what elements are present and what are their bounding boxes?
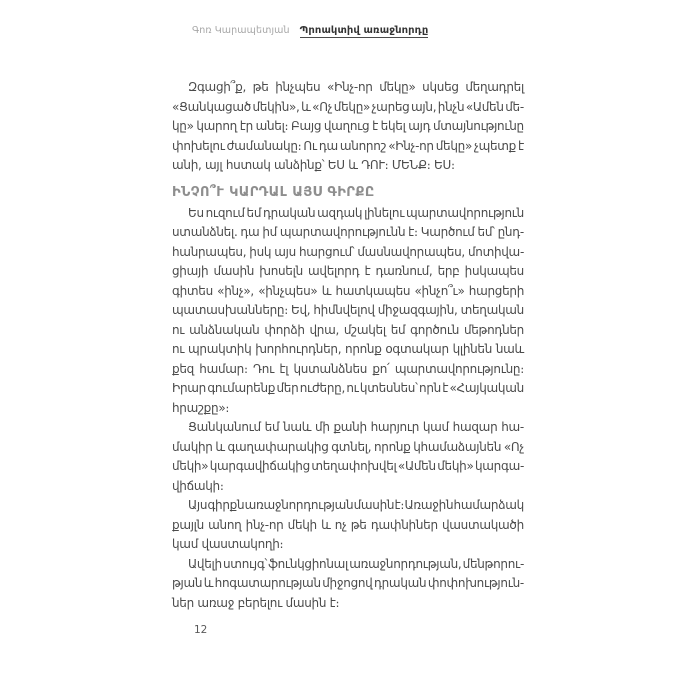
paragraph-line: Իրար գումարենք մեր ուժերը, ու կտեսնես՝ որն է «Հայկական	[172, 381, 524, 395]
paragraph-line: Զգացի՞ք, թե ինչպես «Ինչ-որ մեկը» սկսեց մեղադրել	[188, 80, 524, 94]
running-header	[192, 25, 428, 38]
paragraph-line: մակիր և գաղափարակից գտնել, որոնք կհամաձայնեն «Ոչ	[172, 439, 524, 454]
paragraph-line: կը» կարող էր անել։ Բայց վաղուց է եկել այդ մտայնությունը	[172, 119, 524, 133]
paragraph-line: ստանձնել. դա իմ պարտավորությունն է։ Կարծում եմ՝ ընդ-	[172, 225, 524, 239]
paragraph-line: հրաշքը»։	[172, 400, 230, 415]
paragraph-line: վիճակի։	[172, 478, 224, 493]
paragraph-line: կամ վաստակողի։	[172, 537, 284, 551]
paragraph-line: «Ցանկացած մեկին», և «Ոչ մեկը» չարեց այն, ինչն «Ամեն մե-	[172, 99, 524, 114]
paragraph	[172, 418, 524, 496]
running-header-author: Գոռ Կարապետյան	[192, 25, 290, 36]
paragraph-line: Այս գիրքն առաջնորդության մասին է։ Առաջին համարձակ	[188, 498, 524, 512]
paragraph-line: մեկի» կարգավիճակից տեղափոխվել «Ամեն մեկի» կարգա-	[172, 459, 524, 473]
paragraph-line: թյան և հոգատարության միջոցով դրական փոփոխություն-	[172, 576, 524, 590]
paragraph-line: Ես ուզում եմ դրական ազդակ լինելու պարտավորություն	[188, 205, 524, 220]
paragraph-line: հանրապես, իսկ այս հարցում՝ մասնավորապես, մոտիվա-	[172, 244, 524, 259]
running-header-book-title: Պրոակտիվ առաջնորդը	[299, 25, 429, 36]
paragraph-line: անի, այլ հստակ անձինք՝ ԵՍ և ԴՈՒ։ ՄԵՆՔ։ ԵՍ։	[172, 158, 455, 172]
paragraph-line: Ցանկանում եմ նաև մի քանի հարյուր կամ հազար հա-	[188, 420, 524, 434]
paragraph	[172, 555, 524, 614]
paragraph-line: ու անձնական փորձի վրա, մշակել եմ գործուն մեթոդներ	[172, 322, 524, 337]
paragraph-line: գիտես «ինչ», «ինչպես» և հատկապես «ինչո՞ւ» հարցերի	[172, 283, 524, 298]
paragraph	[172, 496, 524, 555]
section-heading: ԻՆՉՈ՞Ւ ԿԱՐԴԱԼ ԱՅՍ ԳԻՐՔԸ	[172, 184, 375, 200]
paragraph-line: Ավելի ստույգ՝ ֆունկցիոնալ առաջնորդության, մենթորու-	[188, 556, 524, 571]
paragraph	[172, 78, 524, 176]
paragraph-line: ու պրակտիկ խորհուրդներ, որոնք օգտակար կլինեն նաև	[172, 342, 524, 356]
paragraph-line: քայլն անող ինչ-որ մեկի և ոչ թե դափնիներ վաստակածի	[172, 517, 524, 532]
paragraph-line: ներ առաջ բերելու մասին է։	[172, 595, 340, 610]
text-column	[172, 78, 524, 613]
paragraph-line: քեզ համար։ Դու էլ կստանձնես քո՛ պարտավորությունը։	[172, 361, 524, 376]
paragraph-line: ցիայի մասին խոսելն ավելորդ է դառնում, երբ իսկապես	[172, 264, 524, 278]
paragraph	[172, 204, 524, 419]
paragraph-line: փոխելու ժամանակը։ Ու դա անորոշ «Ինչ-որ մեկը» չպետք է	[172, 138, 524, 153]
paragraph-line: պատասխանները։ Եվ, հիմնվելով միջազգային, տեղական	[172, 303, 524, 317]
page-number: 12	[194, 624, 208, 636]
